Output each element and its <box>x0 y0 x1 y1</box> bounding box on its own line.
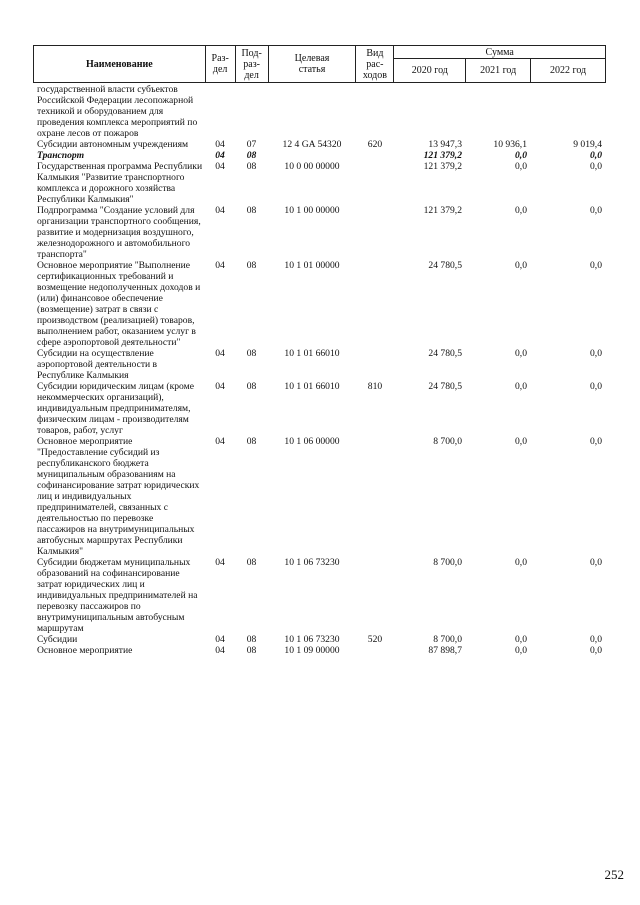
table-row <box>33 205 606 260</box>
header-2020: 2020 год <box>394 59 466 83</box>
row-2021: 10 936,1 <box>493 139 527 150</box>
row-2022: 0,0 <box>590 161 602 172</box>
row-2021: 0,0 <box>515 645 527 656</box>
row-2022: 0,0 <box>590 205 602 216</box>
row-2021: 0,0 <box>515 161 527 172</box>
row-2020: 24 780,5 <box>428 260 462 271</box>
row-podrazdel: 08 <box>246 557 257 568</box>
table-row <box>33 381 606 436</box>
row-podrazdel: 08 <box>246 381 257 392</box>
table-row <box>33 150 606 161</box>
row-2020: 121 379,2 <box>423 205 462 216</box>
row-razdel: 04 <box>215 161 225 172</box>
header-podrazdel: Под- раз- дел <box>235 46 268 83</box>
row-name: Основное мероприятие "Выполнение сертификационных требований и возмещение недополученных доходов и (или) финансовое обеспечение (возмещение) затрат в связи с производством (реализацией) товаров, выполнением работ, оказанием услуг в сфере аэропортовой деятельности" <box>37 260 201 348</box>
row-target: 10 0 00 00000 <box>284 161 340 172</box>
table-row <box>33 348 606 381</box>
row-razdel <box>205 84 235 139</box>
row-target: 10 1 06 73230 <box>284 557 340 568</box>
row-2021: 0,0 <box>515 557 527 568</box>
row-2020: 8 700,0 <box>433 634 462 645</box>
row-podrazdel: 08 <box>246 634 257 645</box>
row-vid <box>356 84 394 139</box>
row-2020: 24 780,5 <box>428 348 462 359</box>
row-name: Основное мероприятие "Предоставление субсидий из республиканского бюджета муниципальным образованиям на софинансирование затрат юридических лиц и индивидуальных предпринимателей, связанных с деятельностью по перевозке пассажиров на внутримуниципальных автобусных маршрутах Республики Калмыкия" <box>37 436 200 557</box>
row-vid: 520 <box>367 634 383 645</box>
row-2020: 13 947,3 <box>428 139 462 150</box>
row-vid: 620 <box>367 139 383 150</box>
row-target: 10 1 06 00000 <box>284 436 340 447</box>
row-2021: 0,0 <box>515 348 527 359</box>
row-2022: 0,0 <box>590 381 602 392</box>
row-podrazdel: 07 <box>246 139 257 150</box>
row-2022: 0,0 <box>590 436 602 447</box>
row-2021: 0,0 <box>515 436 527 447</box>
header-2021: 2021 год <box>466 59 531 83</box>
table-header <box>33 45 606 83</box>
row-name: Основное мероприятие <box>37 645 133 656</box>
table-row <box>33 260 606 348</box>
row-target: 12 4 GA 54320 <box>282 139 342 150</box>
row-name: Субсидии автономным учреждениям <box>37 139 189 150</box>
row-2021: 0,0 <box>515 260 527 271</box>
row-vid <box>356 348 394 381</box>
row-podrazdel: 08 <box>246 348 257 359</box>
row-name: Субсидии бюджетам муниципальных образований на софинансирование затрат юридических лиц и индивидуальных предпринимателей на перевозку пассажиров по внутримуниципальным автобусным маршрутам <box>37 557 198 634</box>
table-row <box>33 557 606 634</box>
row-razdel: 04 <box>215 634 225 645</box>
budget-table <box>33 84 606 656</box>
row-2021: 0,0 <box>515 205 527 216</box>
row-2020: 121 379,2 <box>423 150 462 161</box>
table-row <box>33 645 606 656</box>
row-razdel: 04 <box>215 348 225 359</box>
row-name: Субсидии <box>37 634 78 645</box>
row-2021 <box>466 84 531 139</box>
table-row <box>33 436 606 557</box>
row-vid: 810 <box>367 381 383 392</box>
row-vid <box>356 150 394 161</box>
row-podrazdel <box>235 84 268 139</box>
row-vid <box>356 645 394 656</box>
row-2022: 0,0 <box>590 634 602 645</box>
row-name: Подпрограмма "Создание условий для организации транспортного сообщения, развитие и модернизация воздушного, железнодорожного и автомобильного транспорта" <box>37 205 201 260</box>
row-target: 10 1 01 66010 <box>284 348 340 359</box>
row-podrazdel: 08 <box>246 645 257 656</box>
row-target <box>268 150 356 161</box>
row-2022: 0,0 <box>590 260 602 271</box>
header-2022: 2022 год <box>531 59 606 83</box>
header-target: Целевая статья <box>268 46 356 83</box>
row-2021: 0,0 <box>515 150 527 161</box>
row-2021: 0,0 <box>515 634 527 645</box>
row-target: 10 1 01 66010 <box>284 381 340 392</box>
header-vid: Вид рас- ходов <box>356 46 394 83</box>
table-row <box>33 161 606 205</box>
row-razdel: 04 <box>215 381 225 392</box>
row-target <box>268 84 356 139</box>
row-name: Субсидии юридическим лицам (кроме некоммерческих организаций), индивидуальным предпринимателям, физическим лицам - производителям товаров, работ, услуг <box>37 381 194 436</box>
row-2022: 9 019,4 <box>573 139 602 150</box>
row-podrazdel: 08 <box>246 150 257 161</box>
row-vid <box>356 260 394 348</box>
row-target: 10 1 09 00000 <box>284 645 340 656</box>
row-podrazdel: 08 <box>246 205 257 216</box>
row-2022: 0,0 <box>590 557 602 568</box>
row-2022: 0,0 <box>590 150 602 161</box>
row-razdel: 04 <box>215 205 225 216</box>
table-row <box>33 139 606 150</box>
row-razdel: 04 <box>215 139 225 150</box>
row-podrazdel: 08 <box>246 260 257 271</box>
row-razdel: 04 <box>215 260 225 271</box>
row-2022: 0,0 <box>590 348 602 359</box>
row-2020: 121 379,2 <box>423 161 462 172</box>
header-razdel: Раз- дел <box>205 46 235 83</box>
row-podrazdel: 08 <box>246 161 257 172</box>
row-2020: 87 898,7 <box>428 645 462 656</box>
row-vid <box>356 436 394 557</box>
row-name: Государственная программа Республики Калмыкия "Развитие транспортного комплекса и дорожного хозяйства Республики Калмыкия" <box>37 161 203 205</box>
page-number: 252 <box>604 867 624 882</box>
row-2022: 0,0 <box>590 645 602 656</box>
row-razdel: 04 <box>215 436 225 447</box>
row-name: государственной власти субъектов Российской Федерации лесопожарной техникой и оборудованием для проведения комплекса мероприятий по охране лесов от пожаров <box>37 84 198 139</box>
row-2020: 8 700,0 <box>433 436 462 447</box>
row-2021: 0,0 <box>515 381 527 392</box>
header-summa: Сумма <box>394 46 606 59</box>
row-razdel: 04 <box>215 557 225 568</box>
row-2020: 24 780,5 <box>428 381 462 392</box>
row-target: 10 1 00 00000 <box>284 205 340 216</box>
row-vid <box>356 205 394 260</box>
row-podrazdel: 08 <box>246 436 257 447</box>
row-vid <box>356 161 394 205</box>
row-vid <box>356 557 394 634</box>
row-2022 <box>531 84 606 139</box>
row-2020: 8 700,0 <box>433 557 462 568</box>
row-target: 10 1 01 00000 <box>284 260 340 271</box>
table-row <box>33 634 606 645</box>
header-name: Наименование <box>34 46 206 83</box>
row-razdel: 04 <box>215 150 225 161</box>
row-2020 <box>394 84 466 139</box>
row-target: 10 1 06 73230 <box>284 634 340 645</box>
row-name: Транспорт <box>37 150 85 161</box>
row-razdel: 04 <box>215 645 225 656</box>
row-name: Субсидии на осуществление аэропортовой деятельности в Республике Калмыкия <box>37 348 158 381</box>
table-row <box>33 84 606 139</box>
